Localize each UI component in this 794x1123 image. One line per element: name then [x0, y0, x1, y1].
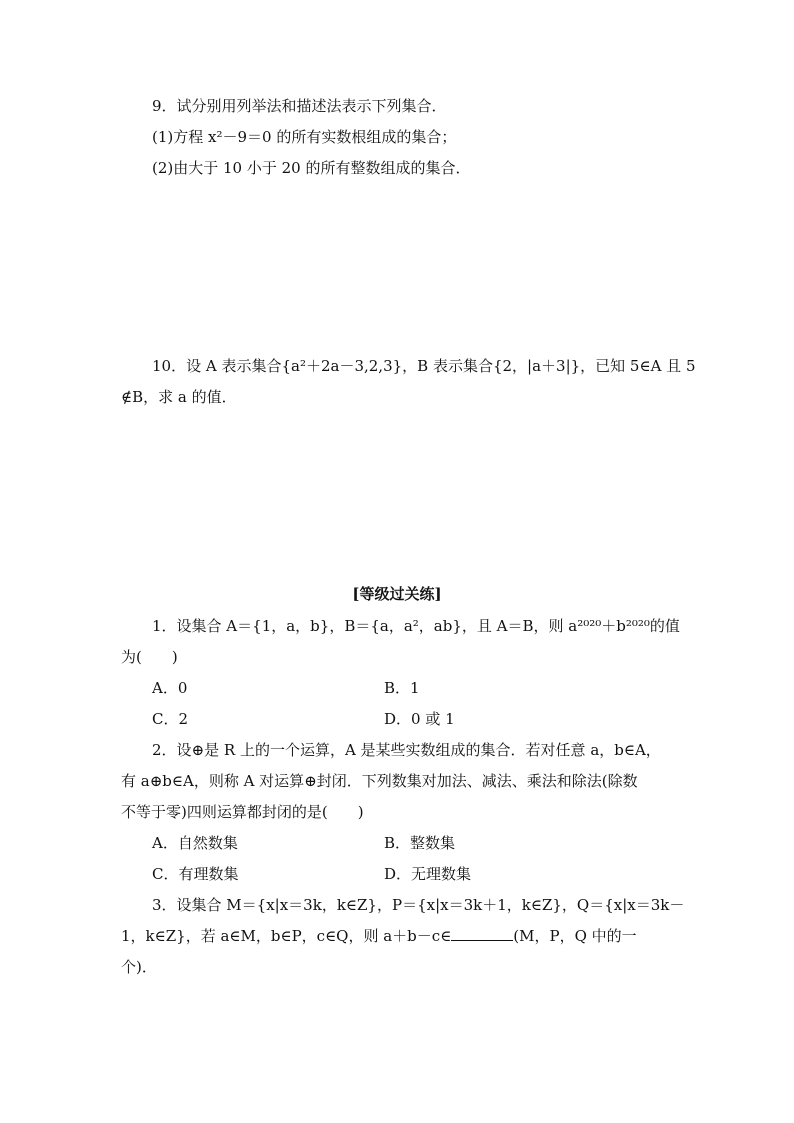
q9-part1: (1)方程 x²－9＝0 的所有实数根组成的集合；	[152, 128, 457, 146]
p3-line2-before: 1，k∈Z}，若 a∈M，b∈P，c∈Q，则 a＋b－c∈	[121, 927, 452, 945]
p1-option-a: A．0	[152, 679, 188, 697]
p2-line1: 2．设⊕是 R 上的一个运算，A 是某些实数组成的集合．若对任意 a，b∈A，	[152, 741, 661, 759]
section-title: [等级过关练]	[352, 585, 442, 603]
p1-option-c: C．2	[152, 710, 189, 728]
p1-line1: 1．设集合 A＝{1，a，b}，B＝{a，a²，ab}，且 A＝B，则 a²⁰²⁰＋b²⁰²⁰的值	[152, 617, 680, 635]
p1-line2: 为( )	[121, 648, 178, 666]
p3-line3: 个)．	[121, 958, 157, 976]
p2-line2: 有 a⊕b∈A，则称 A 对运算⊕封闭．下列数集对加法、减法、乘法和除法(除数	[121, 772, 638, 790]
q10-line2: ∉B，求 a 的值．	[121, 388, 237, 406]
q9-part2: (2)由大于 10 小于 20 的所有整数组成的集合．	[152, 159, 471, 177]
answer-blank[interactable]	[451, 926, 513, 941]
p2-option-a: A．自然数集	[152, 834, 238, 852]
p1-option-b: B．1	[384, 679, 420, 697]
p2-option-c: C．有理数集	[152, 865, 239, 883]
q9-stem: 9．试分别用列举法和描述法表示下列集合．	[152, 97, 447, 115]
p3-line2-after: (M，P，Q 中的一	[513, 927, 637, 945]
p3-line2	[121, 926, 637, 946]
q10-line1: 10．设 A 表示集合{a²＋2a－3,2,3}，B 表示集合{2，|a＋3|}，已知 5∈A 且 5	[152, 357, 696, 375]
p2-line3: 不等于零)四则运算都封闭的是( )	[121, 803, 364, 821]
p3-line1: 3．设集合 M＝{x|x＝3k，k∈Z}，P＝{x|x＝3k＋1，k∈Z}，Q＝{x|x＝3k－	[152, 896, 685, 914]
p1-option-d: D．0 或 1	[384, 710, 455, 728]
p2-option-d: D．无理数集	[384, 865, 472, 883]
p2-option-b: B．整数集	[384, 834, 456, 852]
